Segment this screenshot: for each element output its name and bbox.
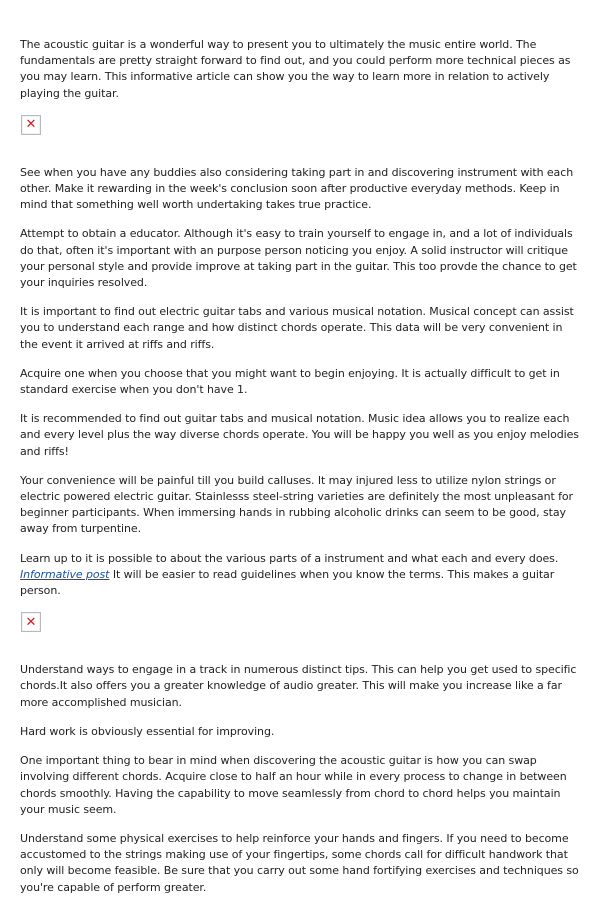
paragraph-parts-text-after: It will be easier to read guidelines when you know the terms. This makes a guitar person. (20, 567, 555, 598)
paragraph-chords: One important thing to bear in mind when discovering the acoustic guitar is how you can swap involving different chords. Acquire close to half an hour while in every process to change in between chords smoothly. Having the capability to move seamlessly from chord to chord helps you maintain your music seem. (20, 754, 567, 816)
broken-image-x-icon: ✕ (25, 117, 37, 133)
paragraph-hard-work: Hard work is obviously essential for improving. (20, 724, 275, 738)
broken-image-icon (21, 115, 41, 135)
article-body (20, 37, 582, 909)
informative-post-link[interactable]: Informative post (20, 567, 110, 581)
paragraph-acquire: Acquire one when you choose that you might want to begin enjoying. It is actually difficult to get in standard exercise when you don't have 1. (20, 366, 560, 397)
paragraph-calluses: Your convenience will be painful till you build calluses. It may injured less to utilize nylon strings or electric powered electric guitar. Stainlesss steel-string varieties are definitely the most unpleasant for beginner participants. When immersing hands in rubbing alcoholic drinks can seem to be good, stay away from turpentine. (20, 473, 573, 536)
paragraph-intro: The acoustic guitar is a wonderful way to present you to ultimately the music entire world. The fundamentals are pretty straight forward to find out, and you could perform more technical pieces as you may learn. This informative article can show you the way to learn more in relation to actively playing the guitar. (20, 38, 571, 100)
paragraph-parts-text-before: Learn up to it is possible to about the various parts of a instrument and what each and every does. (20, 551, 559, 565)
paragraph-educator: Attempt to obtain a educator. Although it's easy to train yourself to engage in, and a lot of individuals do that, often it's important with an purpose person noticing you enjoy. A solid instructor will critique your personal style and provide improve at taking part in the guitar. This too provde the chance to get your inquiries resolved. (20, 227, 577, 290)
paragraph-keys: Understand ways to engage in a track in numerous distinct tips. This can help you get used to specific chords.It also offers you a greater knowledge of audio greater. This will make you increase like a far more accomplished musician. (20, 663, 577, 709)
paragraph-tabs: It is important to find out electric guitar tabs and various musical notation. Musical concept can assist you to understand each range and how distinct chords operate. This data will be very convenient in the event it arrived at riffs and riffs. (20, 305, 574, 351)
broken-image-x-icon: ✕ (25, 614, 37, 630)
paragraph-parts (20, 551, 582, 600)
paragraph-notation: It is recommended to find out guitar tabs and musical notation. Music idea allows you to realize each and every level plus the way diverse chords operate. You will be happy you well as you enjoy melodies and riffs! (20, 412, 579, 458)
paragraph-exercises: Understand some physical exercises to help reinforce your hands and fingers. If you need to become accustomed to the strings making use of your fingertips, some chords call for difficult handwork that only will become feasible. Be sure that you carry out some hand fortifying exercises and techniques so you're capable of perform greater. (20, 831, 579, 894)
paragraph-buddies: See when you have any buddies also considering taking part in and discovering instrument with each other. Make it rewarding in the week's conclusion soon after productive everyday methods. Keep in mind that something well worth undertaking takes true practice. (20, 165, 574, 212)
broken-image-icon (21, 612, 41, 632)
